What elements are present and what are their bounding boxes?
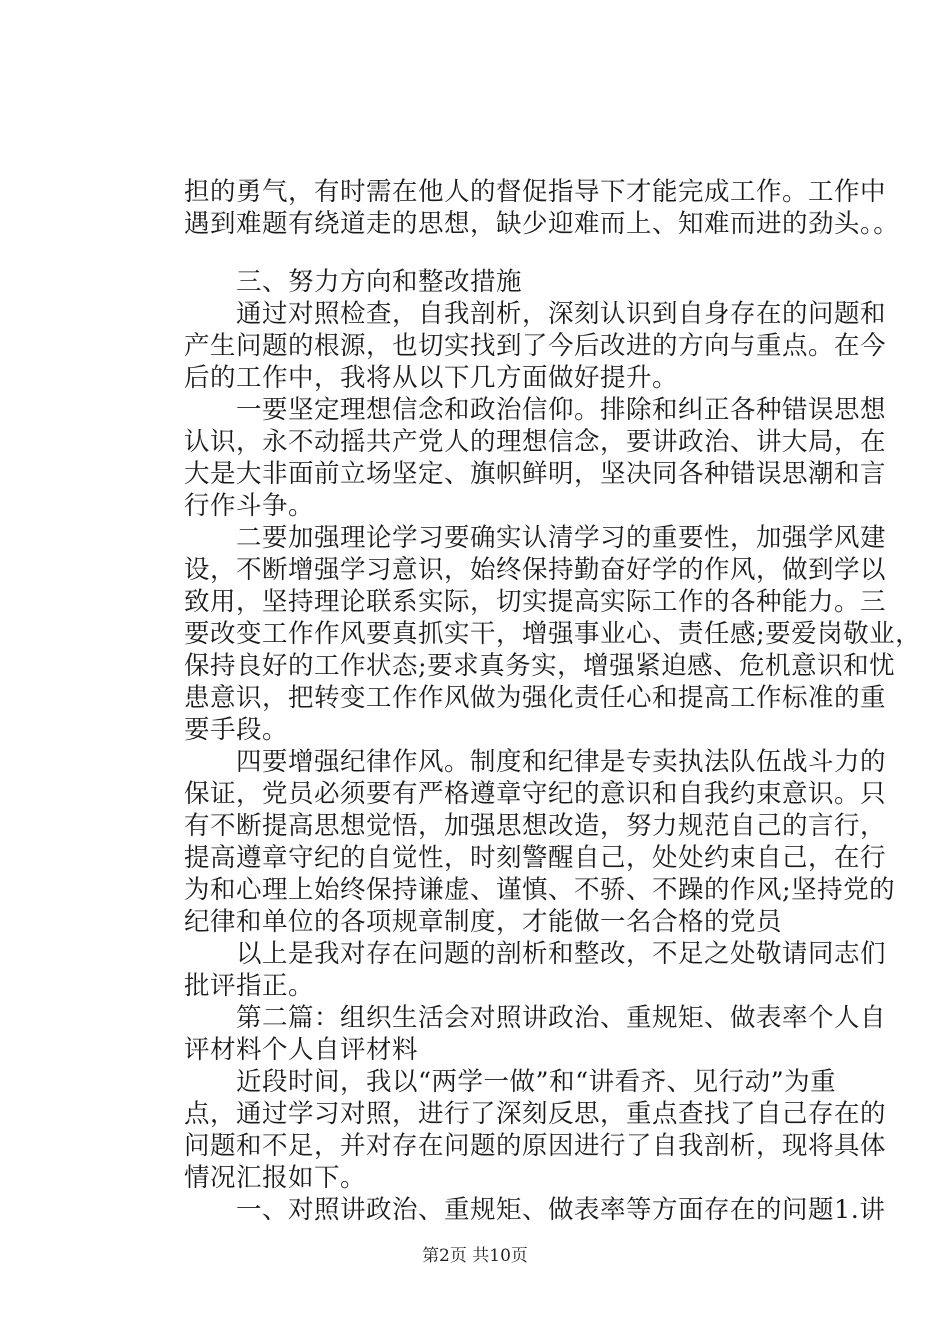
text-line: 保证，党员必须要有严格遵章守纪的意识和自我约束意识。只 [184, 779, 887, 809]
text-line: 大是大非面前立场坚定、旗帜鲜明，坚决同各种错误思潮和言 [184, 459, 887, 489]
text-line: 行作斗争。 [184, 491, 315, 521]
text-line: 评材料个人自评材料 [184, 1035, 419, 1065]
text-line: 纪律和单位的各项规章制度，才能做一名合格的党员 [184, 907, 783, 937]
text-line: 认识，永不动摇共产党人的理想信念，要讲政治、讲大局，在 [184, 427, 887, 457]
section-heading: 三、努力方向和整改措施 [184, 267, 523, 297]
page-number-footer: 第2页 共10页 [422, 1246, 528, 1266]
text-line: 近段时间，我以“两学一做”和“讲看齐、见行动”为重 [184, 1067, 837, 1097]
text-line: 要改变工作作风要真抓实干，增强事业心、责任感;要爱岗敬业， [184, 619, 922, 649]
text-line: 设，不断增强学习意识，始终保持勤奋好学的作风，做到学以 [184, 555, 887, 585]
text-line: 有不断提高思想觉悟，加强思想改造，努力规范自己的言行， [184, 811, 887, 841]
text-line: 一要坚定理想信念和政治信仰。排除和纠正各种错误思想 [184, 395, 887, 425]
text-line: 点，通过学习对照，进行了深刻反思，重点查找了自己存在的 [184, 1099, 887, 1129]
text-line: 后的工作中，我将从以下几方面做好提升。 [184, 363, 679, 393]
section-heading: 第二篇：组织生活会对照讲政治、重规矩、做表率个人自 [184, 1003, 887, 1033]
text-line: 提高遵章守纪的自觉性，时刻警醒自己，处处约束自己，在行 [184, 843, 887, 873]
text-line: 四要增强纪律作风。制度和纪律是专卖执法队伍战斗力的 [184, 747, 887, 777]
text-line: 以上是我对存在问题的剖析和整改，不足之处敬请同志们 [184, 939, 887, 969]
text-line: 情况汇报如下。 [184, 1163, 367, 1193]
text-line: 保持良好的工作状态;要求真务实，增强紧迫感、危机意识和忧 [184, 651, 896, 681]
text-line: 二要加强理论学习要确实认清学习的重要性，加强学风建 [184, 523, 887, 553]
text-line: 产生问题的根源，也切实找到了今后改进的方向与重点。在今 [184, 331, 887, 361]
text-line: 通过对照检查，自我剖析，深刻认识到自身存在的问题和 [184, 299, 887, 329]
text-line: 遇到难题有绕道走的思想，缺少迎难而上、知难而进的劲头。。 [184, 209, 900, 239]
text-line: 批评指正。 [184, 971, 315, 1001]
text-line: 一、对照讲政治、重规矩、做表率等方面存在的问题1.讲 [184, 1195, 886, 1225]
text-line: 致用，坚持理论联系实际，切实提高实际工作的各种能力。三 [184, 587, 887, 617]
text-line: 问题和不足，并对存在问题的原因进行了自我剖析，现将具体 [184, 1131, 887, 1161]
text-line: 要手段。 [184, 715, 289, 745]
text-line: 担的勇气，有时需在他人的督促指导下才能完成工作。工作中 [184, 177, 887, 207]
text-line: 患意识，把转变工作作风做为强化责任心和提高工作标准的重 [184, 683, 887, 713]
text-line: 为和心理上始终保持谦虚、谨慎、不骄、不躁的作风;坚持党的 [184, 875, 896, 905]
